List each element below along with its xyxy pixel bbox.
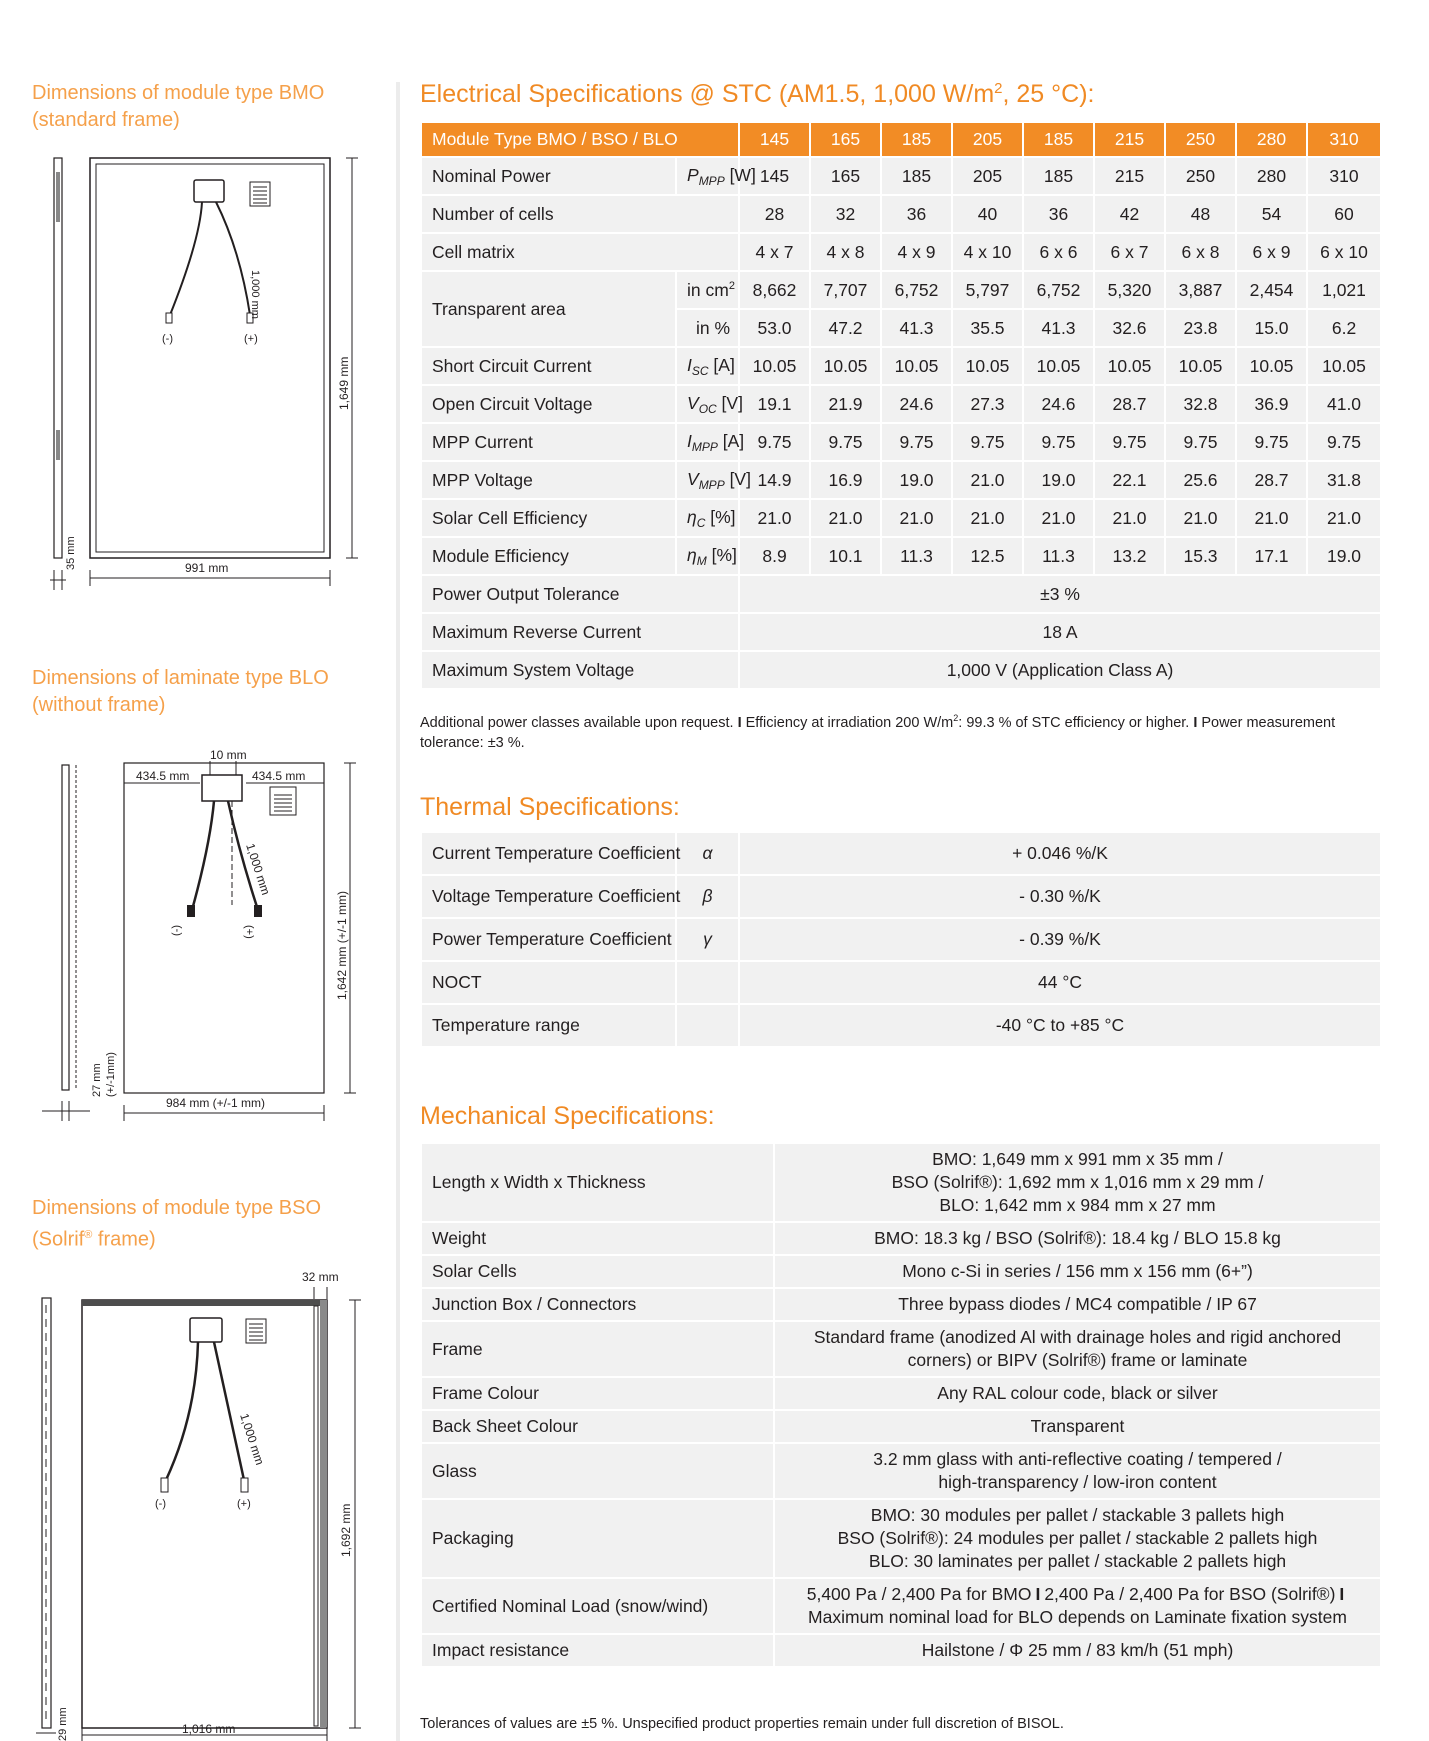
cell-value: 1,021 [1307,271,1381,309]
cell-value: 21.0 [1165,499,1236,537]
row-label: Impact resistance [421,1634,774,1667]
mechanical-specs-title: Mechanical Specifications: [420,1102,715,1130]
bso-thickness-label: 29 mm [57,1707,69,1741]
row-label: Solar Cell Efficiency [421,499,676,537]
cell-value: 215 [1094,157,1165,195]
module-type-header: Module Type BMO / BSO / BLO [421,122,739,157]
row-label: Number of cells [421,195,739,233]
table-row [421,1222,1381,1255]
bso-drawing [0,1265,395,1741]
row-unit: $V_{MPP}$ [V] [676,461,739,499]
type-header: 165 [810,122,881,157]
label-plate-icon [270,787,296,815]
table-row [421,918,1381,961]
cell-value: 44 °C [739,961,1381,1004]
bmo-title-line2: (standard frame) [32,109,180,131]
bso-minus-label: (-) [155,1498,166,1510]
row-unit: $P_{MPP}$ [W] [676,157,739,195]
cell-value: 32 [810,195,881,233]
cell-value: - 0.39 %/K [739,918,1381,961]
specifications-column [420,0,1429,1741]
table-row [421,1288,1381,1321]
row-unit: $I_{MPP}$ [A] [676,423,739,461]
electrical-specs-title: Electrical Specifications @ STC (AM1.5, 1,000 $W/m^2$, 25 °C): [420,80,1095,108]
row-label: Packaging [421,1499,774,1578]
row-unit: $V_{OC}$ [V] [676,385,739,423]
cell-value: 6 x 8 [1165,233,1236,271]
cell-value: 36 [881,195,952,233]
bso-cable-length: 1,000 mm [237,1411,267,1467]
cell-value: 4 x 10 [952,233,1023,271]
type-header: 205 [952,122,1023,157]
type-header: 145 [739,122,810,157]
cell-value: 15.0 [1236,309,1307,347]
cell-value: 9.75 [1236,423,1307,461]
cell-value: 6,752 [881,271,952,309]
dimension-drawings-column [0,0,395,1741]
table-row [421,1634,1381,1667]
column-divider [396,82,400,1741]
table-row [421,195,1381,233]
cell-value: 2,454 [1236,271,1307,309]
row-label: Voltage Temperature Coefficient [421,875,676,918]
cell-value: 21.0 [1023,499,1094,537]
cell-value: 54 [1236,195,1307,233]
cell-value: 21.0 [739,499,810,537]
cell-value: 19.1 [739,385,810,423]
row-label: Certified Nominal Load (snow/wind) [421,1578,774,1634]
cell-value: 21.0 [952,461,1023,499]
cell-value: - 0.30 %/K [739,875,1381,918]
table-row [421,613,1381,651]
row-label: NOCT [421,961,676,1004]
cell-value: 32.6 [1094,309,1165,347]
cell-value: 10.05 [952,347,1023,385]
blo-minus-label: (-) [171,925,183,936]
row-label: Maximum System Voltage [421,651,739,689]
bso-title-line2: (Solrif® frame) [32,1228,156,1251]
table-row [421,651,1381,689]
cell-value: 9.75 [952,423,1023,461]
cell-value: 6 x 6 [1023,233,1094,271]
row-label: MPP Current [421,423,676,461]
table-row [421,157,1381,195]
blo-gap-label: 10 mm [210,748,247,762]
cell-value: Three bypass diodes / MC4 compatible / IP 67 [774,1288,1381,1321]
blo-title-line2: (without frame) [32,694,166,716]
cell-value: 60 [1307,195,1381,233]
cell-value: 250 [1165,157,1236,195]
cell-value: 6,752 [1023,271,1094,309]
bmo-height-label: 1,649 mm [337,356,351,410]
cell-value: 17.1 [1236,537,1307,575]
cell-value: 48 [1165,195,1236,233]
row-label: Glass [421,1443,774,1499]
cell-value: Hailstone / Φ 25 mm / 83 km/h (51 mph) [774,1634,1381,1667]
thermal-specs-table [420,831,1382,1048]
cell-value: 10.05 [1165,347,1236,385]
row-unit: $\eta_C$ [%] [676,499,739,537]
cell-value: 36 [1023,195,1094,233]
cell-value: 19.0 [1023,461,1094,499]
blo-title-line1: Dimensions of laminate type BLO [32,667,329,689]
blo-left-offset-label: 434.5 mm [136,769,190,783]
blo-width-label: 984 mm (+/-1 mm) [166,1096,266,1110]
cell-value: 31.8 [1307,461,1381,499]
cell-value: 28.7 [1236,461,1307,499]
row-label: MPP Voltage [421,461,676,499]
row-label: Frame Colour [421,1377,774,1410]
table-row [421,423,1381,461]
cell-value: 19.0 [1307,537,1381,575]
bmo-drawing [0,150,395,590]
table-row [421,832,1381,875]
blo-right-offset-label: 434.5 mm [252,769,306,783]
type-header: 280 [1236,122,1307,157]
cell-value: 280 [1236,157,1307,195]
table-row [421,1578,1381,1634]
row-label: Cell matrix [421,233,739,271]
table-row [421,1443,1381,1499]
cell-value: 40 [952,195,1023,233]
table-row [421,499,1381,537]
cell-value: 21.9 [810,385,881,423]
table-row [421,385,1381,423]
cell-value: BMO: 1,649 mm x 991 mm x 35 mm / BSO (Solrif®): 1,692 mm x 1,016 mm x 29 mm / BLO: 1,642 mm x 984 mm x 27 mm [774,1143,1381,1222]
cell-value: -40 °C to +85 °C [739,1004,1381,1047]
row-label: Temperature range [421,1004,676,1047]
row-label: Maximum Reverse Current [421,613,739,651]
cell-value: 9.75 [881,423,952,461]
table-row [421,575,1381,613]
cell-value: 185 [1023,157,1094,195]
table-row [421,1004,1381,1047]
cell-value: 15.3 [1165,537,1236,575]
cell-value: 1,000 V (Application Class A) [739,651,1381,689]
cell-value: 205 [952,157,1023,195]
row-label: Junction Box / Connectors [421,1288,774,1321]
cell-value: 6.2 [1307,309,1381,347]
table-header-row [421,122,1381,157]
blo-dimensions-title [32,665,329,719]
row-label: Length x Width x Thickness [421,1143,774,1222]
cell-value: 10.05 [1023,347,1094,385]
cell-value: 5,797 [952,271,1023,309]
row-label: Back Sheet Colour [421,1410,774,1443]
table-row [421,537,1381,575]
table-row [421,1321,1381,1377]
row-unit: $\eta_M$ [%] [676,537,739,575]
cell-value: 41.0 [1307,385,1381,423]
type-header: 185 [881,122,952,157]
label-plate-icon [250,182,270,206]
cell-value: 22.1 [1094,461,1165,499]
blo-thickness-label-2: (+/-1mm) [105,1052,117,1097]
cell-value: 12.5 [952,537,1023,575]
electrical-specs-table [420,121,1382,690]
cell-value: 28 [739,195,810,233]
cell-value: 10.05 [739,347,810,385]
bso-height-label: 1,692 mm [339,1503,353,1557]
bso-plus-label: (+) [237,1498,251,1510]
cell-value: 165 [810,157,881,195]
cell-value: 21.0 [952,499,1023,537]
row-label: Current Temperature Coefficient [421,832,676,875]
row-unit: $I_{SC}$ [A] [676,347,739,385]
cell-value: 21.0 [1236,499,1307,537]
label-plate-icon [246,1319,266,1343]
bmo-dimensions-title [32,80,324,134]
cell-value: 9.75 [1307,423,1381,461]
row-symbol: β [676,875,739,918]
table-row [421,271,1381,309]
cell-value: Any RAL colour code, black or silver [774,1377,1381,1410]
cell-value: 310 [1307,157,1381,195]
row-label: Weight [421,1222,774,1255]
junction-box-icon [202,775,242,801]
type-header: 185 [1023,122,1094,157]
cell-value: 25.6 [1165,461,1236,499]
cell-value: 35.5 [952,309,1023,347]
cell-value: 3.2 mm glass with anti-reflective coating / tempered / high-transparency / low-iron content [774,1443,1381,1499]
cell-value: 41.3 [1023,309,1094,347]
cell-value: 5,320 [1094,271,1165,309]
mechanical-specs-table [420,1142,1382,1668]
cell-value: Mono c-Si in series / 156 mm x 156 mm (6+”) [774,1255,1381,1288]
table-row [421,1377,1381,1410]
cell-value: 21.0 [1307,499,1381,537]
row-label: Solar Cells [421,1255,774,1288]
cell-value: 4 x 9 [881,233,952,271]
cell-value: 9.75 [1023,423,1094,461]
thermal-specs-title: Thermal Specifications: [420,793,680,821]
bmo-cable-length: 1,000 mm [249,270,261,319]
cell-value: 18 A [739,613,1381,651]
cell-value: 9.75 [1165,423,1236,461]
row-symbol: α [676,832,739,875]
cell-value: + 0.046 %/K [739,832,1381,875]
cell-value: 10.05 [810,347,881,385]
cell-value: 28.7 [1094,385,1165,423]
row-unit: in % [676,309,739,347]
cell-value: 16.9 [810,461,881,499]
cell-value: 53.0 [739,309,810,347]
electrical-footnote: Additional power classes available upon request. I Efficiency at irradiation 200 $W/m^2$: 99.3 % of STC efficiency or higher. I Power measurement tolerance: ±3 %. [420,713,1336,751]
row-label: Short Circuit Current [421,347,676,385]
cell-value: 5,400 Pa / 2,400 Pa for BMO I 2,400 Pa / 2,400 Pa for BSO (Solrif®) I Maximum nominal load for BLO depends on Laminate fixation system [774,1578,1381,1634]
bmo-thickness-label: 35 mm [65,536,77,570]
row-label: Transparent area [421,271,676,347]
bmo-width-label: 991 mm [185,561,229,575]
table-row [421,461,1381,499]
bmo-title-line1: Dimensions of module type BMO [32,82,325,104]
cell-value: 41.3 [881,309,952,347]
cell-value: ±3 % [739,575,1381,613]
bso-title-line1: Dimensions of module type BSO [32,1197,322,1219]
bmo-plus-label: (+) [244,333,258,345]
bso-frame-width-label: 32 mm [302,1270,339,1284]
cell-value: 19.0 [881,461,952,499]
cell-value: 21.0 [881,499,952,537]
cell-value: 9.75 [739,423,810,461]
cell-value: 10.05 [881,347,952,385]
row-label: Power Temperature Coefficient [421,918,676,961]
table-row [421,1410,1381,1443]
tolerance-footnote: Tolerances of values are ±5 %. Unspecified product properties remain under full discretion of BISOL. [420,1716,1064,1732]
junction-box-icon [190,1318,222,1342]
row-symbol: γ [676,918,739,961]
blo-height-label: 1,642 mm (+/-1 mm) [335,890,349,1000]
cell-value: 6 x 7 [1094,233,1165,271]
cell-value: 11.3 [881,537,952,575]
cell-value: 10.05 [1094,347,1165,385]
cell-value: 42 [1094,195,1165,233]
bmo-minus-label: (-) [162,333,173,345]
row-label: Frame [421,1321,774,1377]
row-symbol [676,961,739,1004]
cell-value: Transparent [774,1410,1381,1443]
blo-thickness-label-1: 27 mm [91,1063,103,1097]
table-row [421,1255,1381,1288]
bso-width-label: 1,016 mm [182,1722,236,1736]
blo-drawing [0,745,395,1125]
blo-cable-length: 1,000 mm [243,841,273,897]
cell-value: BMO: 30 modules per pallet / stackable 3 pallets high BSO (Solrif®): 24 modules per pallet / stackable 2 pallets high BLO: 30 laminates per pallet / stackable 2 pallets high [774,1499,1381,1578]
cell-value: 32.8 [1165,385,1236,423]
type-header: 215 [1094,122,1165,157]
cell-value: 11.3 [1023,537,1094,575]
type-header: 250 [1165,122,1236,157]
cell-value: 4 x 8 [810,233,881,271]
cell-value: 6 x 10 [1307,233,1381,271]
table-row [421,347,1381,385]
cell-value: 24.6 [881,385,952,423]
table-row [421,875,1381,918]
cell-value: 23.8 [1165,309,1236,347]
blo-plus-label: (+) [243,925,255,939]
cell-value: 185 [881,157,952,195]
table-row [421,233,1381,271]
row-label: Nominal Power [421,157,676,195]
junction-box-icon [194,180,224,202]
cell-value: 4 x 7 [739,233,810,271]
cell-value: 24.6 [1023,385,1094,423]
cell-value: Standard frame (anodized Al with drainage holes and rigid anchored corners) or BIPV (Solrif®) frame or laminate [774,1321,1381,1377]
row-label: Module Efficiency [421,537,676,575]
table-row [421,1499,1381,1578]
cell-value: 10.05 [1307,347,1381,385]
row-unit: in $cm^2$ [676,271,739,309]
cell-value: 13.2 [1094,537,1165,575]
bso-dimensions-title [32,1195,321,1254]
cell-value: BMO: 18.3 kg / BSO (Solrif®): 18.4 kg / BLO 15.8 kg [774,1222,1381,1255]
cell-value: 47.2 [810,309,881,347]
cell-value: 14.9 [739,461,810,499]
cell-value: 21.0 [810,499,881,537]
cell-value: 27.3 [952,385,1023,423]
cell-value: 7,707 [810,271,881,309]
cell-value: 36.9 [1236,385,1307,423]
row-label: Power Output Tolerance [421,575,739,613]
cell-value: 21.0 [1094,499,1165,537]
cell-value: 9.75 [1094,423,1165,461]
cell-value: 9.75 [810,423,881,461]
cell-value: 8.9 [739,537,810,575]
cell-value: 10.1 [810,537,881,575]
row-symbol [676,1004,739,1047]
table-row [421,961,1381,1004]
cell-value: 145 [739,157,810,195]
cell-value: 10.05 [1236,347,1307,385]
cell-value: 8,662 [739,271,810,309]
row-label: Open Circuit Voltage [421,385,676,423]
type-header: 310 [1307,122,1381,157]
cell-value: 6 x 9 [1236,233,1307,271]
cell-value: 3,887 [1165,271,1236,309]
table-row [421,1143,1381,1222]
